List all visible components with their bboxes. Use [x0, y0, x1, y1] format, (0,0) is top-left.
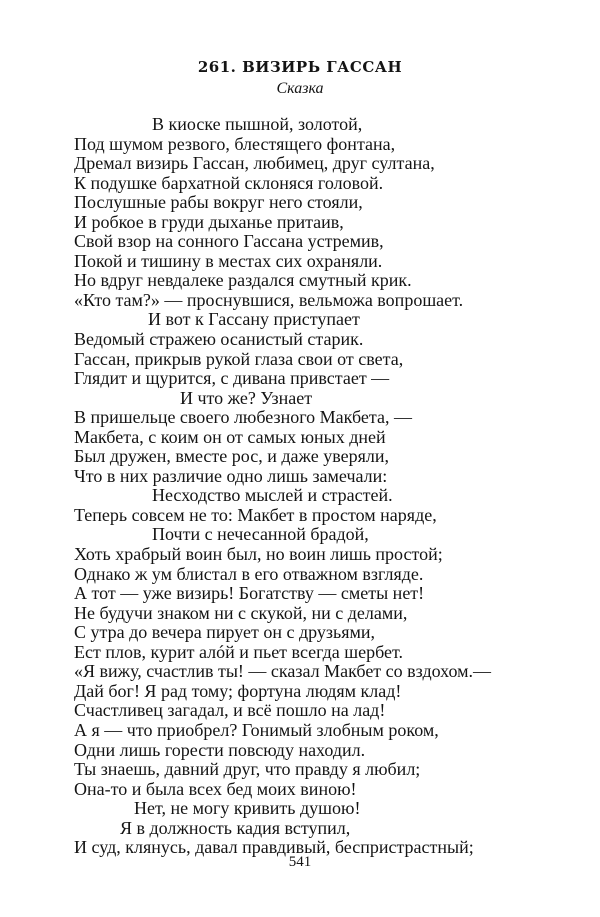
poem-line: А я — что приобрел? Гонимый злобным роком, [74, 719, 439, 740]
poem-line: Однако ж ум блистал в его отважном взгляде. [74, 563, 424, 584]
poem-line: Свой взор на сонного Гассана устремив, [74, 231, 384, 252]
poem-line: Почти с нечесанной брадой, [152, 524, 369, 545]
poem-line: Я в должность кадия вступил, [120, 817, 351, 838]
poem-line: Счастливец загадал, и всё пошло на лад! [74, 700, 386, 721]
poem-line: Ведомый стражею осанистый старик. [74, 329, 364, 350]
poem-line: И робкое в груди дыханье притаив, [74, 211, 344, 232]
poem-line: В киоске пышной, золотой, [152, 114, 363, 134]
poem-line: Послушные рабы вокруг него стояли, [74, 192, 363, 213]
poem-line: Дремал визирь Гассан, любимец, друг султана, [74, 153, 435, 174]
poem-line: Ты знаешь, давний друг, что правду я любил; [74, 759, 421, 780]
poem-line: Под шумом резвого, блестящего фонтана, [74, 133, 396, 154]
poem-line: И вот к Гассану приступает [148, 309, 360, 330]
poem-line: Глядит и щурится, с дивана привстает — [74, 368, 390, 389]
poem-line: Нет, не могу кривить душою! [134, 798, 361, 819]
poem-line: А тот — уже визирь! Богатству — сметы нет! [74, 583, 425, 604]
poem-subtitle: Сказка [276, 80, 324, 97]
poem-body [74, 115, 584, 858]
poem-line: И суд, клянусь, давал правдивый, беспристрастный; [74, 837, 474, 858]
poem-line: Макбета, с коим он от самых юных дней [74, 426, 386, 447]
poem-line: Не будучи знаком ни с скукой, ни с делами, [74, 602, 408, 623]
poem-line: С утра до вечера пирует он с друзьями, [74, 622, 376, 643]
poem-line: К подушке бархатной склоняся головой. [74, 172, 384, 193]
poem-line: Покой и тишину в местах сих охраняли. [74, 250, 383, 271]
poem-line: Ест плов, курит алóй и пьет всегда шербет. [74, 641, 404, 662]
poem-line: Она-то и была всех бед моих виною! [74, 778, 357, 799]
poem-line: «Кто там?» — проснувшися, вельможа вопрошает. [74, 289, 464, 310]
poem-title: 261. ВИЗИРЬ ГАССАН [197, 58, 403, 76]
poem-line: «Я вижу, счастлив ты! — сказал Макбет со вздохом.— [74, 661, 492, 682]
poem-line: Дай бог! Я рад тому; фортуна людям клад! [74, 680, 402, 701]
poem-line: Хоть храбрый воин был, но воин лишь простой; [74, 544, 443, 565]
poem-line: Был дружен, вместе рос, и даже уверяли, [74, 446, 389, 467]
poem-line: Гассан, прикрыв рукой глаза свои от света, [74, 348, 404, 369]
poem-line: Что в них различие одно лишь замечали: [74, 465, 388, 486]
poem-line: Одни лишь горести повсюду находил. [74, 739, 366, 760]
poem-line: И что же? Узнает [180, 387, 313, 408]
page-number: 541 [288, 854, 312, 870]
poem-line: Теперь совсем не то: Макбет в простом наряде, [74, 504, 437, 525]
poem-line: В пришельце своего любезного Макбета, — [74, 407, 412, 428]
poem-line: Несходство мыслей и страстей. [152, 485, 393, 506]
poem-line: Но вдруг невдалеке раздался смутный крик. [74, 270, 412, 291]
